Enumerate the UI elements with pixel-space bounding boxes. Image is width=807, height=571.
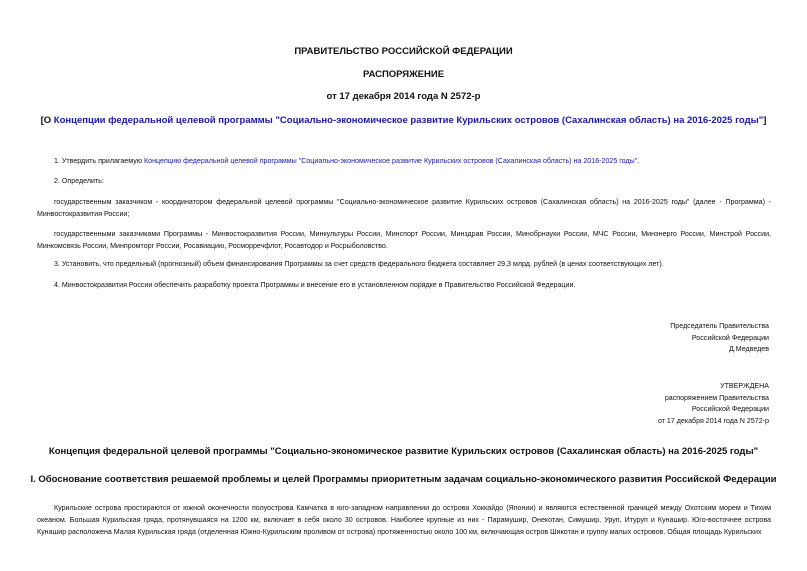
approval-line-2: распоряжением Правительства [664, 393, 769, 402]
item-1-prefix: 1. Утвердить прилагаемую [54, 157, 145, 165]
item-4: 4. Минвостокразвития России обеспечить разработку проекта Программы и внесение его в установленном порядке в Правительство Российской Федерации. [54, 281, 576, 289]
item-2-customers: государственными заказчиками Программы - Минвостокразвития России, Минкультуры России, Минспорт России, Минздрав России, Минобрнауки России, МЧС России, Минэнерго России, Минстрой России, Минкомсвязь России, Минпромторг России, Росавиацию, Росморречфлот, Росавтодор и Росрыболовство. [37, 230, 771, 250]
body-paragraph: Курильские острова простираются от южной оконечности полуострова Камчатка в юго-западном направлении до острова Хоккайдо (Японии) и являются естественной границей между Охотским морем и Тихим океаном. Большая Курильская гряда, протянувшаяся на 1200 км, включает в себя около 30 островов. Наиболее крупные из них - Парамушир, Онекотан, Симушир, Уруп, Итуруп и Кунашир. Юго-восточнее острова Кунашир расположена Малая Курильская гряда (отделенная Южно-Курильским проливом от острова) протяженностью около 100 км, включающая остров Шикотан и группу малых островов. Общая площадь Курильских [37, 504, 771, 536]
signature-block [670, 321, 769, 356]
approval-block [658, 381, 769, 427]
signature-line-3: Д.Медведев [728, 345, 769, 353]
item-1-suffix: . [637, 157, 640, 165]
section-1-title: I. Обоснование соответствия решаемой проблемы и целей Программы приоритетным задачам социально-экономического развития Российской Федерации [30, 474, 777, 485]
signature-line-1: Председатель Правительства [670, 322, 769, 330]
item-1-concept-link[interactable]: Концепцию федеральной целевой программы "Социально-экономическое развитие Курильских островов (Сахалинская область) на 2016-2025 годы" [144, 157, 638, 165]
item-2-coordinator: государственным заказчиком - координатором федеральной целевой программы "Социально-экономическое развитие Курильских островов (Сахалинская область) на 2016-2025 годы" (далее - Программа) - Минвостокразвития России; [37, 198, 771, 218]
issuer-heading: ПРАВИТЕЛЬСТВО РОССИЙСКОЙ ФЕДЕРАЦИИ [294, 46, 513, 57]
item-2: 2. Определить: [54, 177, 104, 185]
title-link-line [0, 115, 807, 126]
title-suffix: ] [763, 115, 767, 126]
item-3: 3. Установить, что предельный (прогнозный) объем финансирования Программы за счет средств федерального бюджета составляет 29,3 млрд. рублей (в ценах соответствующих лет). [54, 260, 664, 268]
item-1 [54, 155, 639, 167]
signature-line-2: Российской Федерации [691, 333, 769, 342]
title-prefix: [О [40, 115, 54, 126]
approval-line-3: Российской Федерации [691, 405, 769, 413]
approval-line-4: от 17 декабря 2014 года N 2572-р [657, 416, 769, 425]
date-number-heading: от 17 декабря 2014 года N 2572-р [326, 91, 481, 102]
approval-line-1: УТВЕРЖДЕНА [720, 382, 769, 390]
doc-type-heading: РАСПОРЯЖЕНИЕ [362, 69, 445, 80]
title-document-link[interactable]: Концепции федеральной целевой программы "Социально-экономическое развитие Курильских островов (Сахалинская область) на 2016-2025 годы" [53, 115, 764, 126]
concept-title: Концепция федеральной целевой программы "Социально-экономическое развитие Курильских островов (Сахалинская область) на 2016-2025 годы" [48, 446, 759, 457]
